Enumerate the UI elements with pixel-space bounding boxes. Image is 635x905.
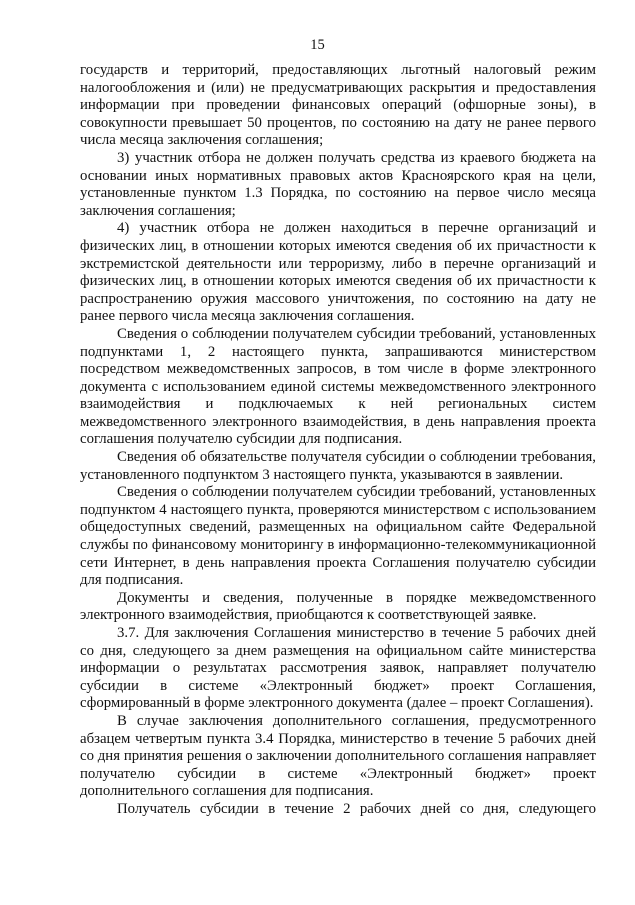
paragraph-info-requirement-4: Сведения о соблюдении получателем субсидии требований, установленных подпунктом 4 настоящего пункта, проверяются министерством с использованием общедоступных сведений, размещенных на официальном сайте Федеральной службы по финансовому мониторингу в информационно-телекоммуникационной сети Интернет, в день направления проекта Соглашения получателю субсидии для подписания. [80, 484, 596, 589]
document-body [80, 62, 596, 819]
paragraph-info-requirement-3: Сведения об обязательстве получателя субсидии о соблюдении требования, установленного подпунктом 3 настоящего пункта, указываются в заявлении. [80, 449, 596, 483]
page-number: 15 [310, 37, 325, 53]
paragraph-item-3: 3) участник отбора не должен получать средства из краевого бюджета на основании иных нормативных правовых актов Красноярского края на цели, установленные пунктом 1.3 Порядка, по состоянию на первое число месяца заключения соглашения; [80, 149, 596, 219]
paragraph-continuation: государств и территорий, предоставляющих льготный налоговый режим налогообложения и (или) не предусматривающих раскрытия и предоставления информации при проведении финансовых операций (офшорные зоны), в совокупности превышает 50 процентов, по состоянию на дату не ранее первого числа месяца заключения соглашения; [80, 62, 596, 149]
paragraph-3-7: 3.7. Для заключения Соглашения министерство в течение 5 рабочих дней со дня, следующего за днем размещения на официальном сайте министерства информации о результатах рассмотрения заявок, направляет получателю субсидии в системе «Электронный бюджет» проект Соглашения, сформированный в форме электронного документа (далее – проект Соглашения). [80, 625, 596, 712]
paragraph-info-requirements-1-2: Сведения о соблюдении получателем субсидии требований, установленных подпунктами 1, 2 настоящего пункта, запрашиваются министерством посредством межведомственных запросов, в том числе в форме электронного документа с использованием единой системы межведомственного электронного взаимодействия и подключаемых к ней региональных систем межведомственного электронного взаимодействия, в день направления проекта соглашения получателю субсидии для подписания. [80, 325, 596, 448]
paragraph-item-4: 4) участник отбора не должен находиться в перечне организаций и физических лиц, в отношении которых имеются сведения об их причастности к экстремистской деятельности или терроризму, либо в перечне организаций и физических лиц, в отношении которых имеются сведения об их причастности к распространению оружия массового уничтожения, по состоянию на дату не ранее первого числа месяца заключения соглашения. [80, 220, 596, 325]
paragraph-recipient-deadline: Получатель субсидии в течение 2 рабочих дней со дня, следующего [117, 800, 596, 817]
paragraph-documents: Документы и сведения, полученные в порядке межведомственного электронного взаимодействия, приобщаются к соответствующей заявке. [80, 589, 596, 624]
paragraph-additional-agreement: В случае заключения дополнительного соглашения, предусмотренного абзацем четвертым пункта 3.4 Порядка, министерство в течение 5 рабочих дней со дня принятия решения о заключении дополнительного соглашения направляет получателю субсидии в системе «Электронный бюджет» проект дополнительного соглашения для подписания. [80, 712, 596, 800]
